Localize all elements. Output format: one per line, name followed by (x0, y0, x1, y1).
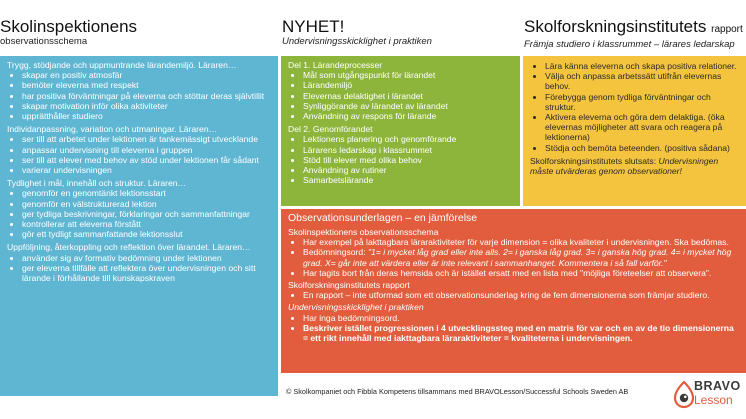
header-title: Skolinspektionens (0, 17, 138, 36)
list-item: • skapar en positiv atmosfär (22, 70, 272, 80)
bullet-list (7, 134, 272, 175)
conclusion-italic: Undervisningen måste utvärderas genom observationer! (530, 155, 719, 177)
bullet-list (7, 70, 272, 121)
list-item: • En rapport – inte utformad som ett observationsunderlag kring de fem dimensionerna som främjar studiero. (303, 290, 740, 300)
box-title: Observationsunderlagen – en jämförelse (288, 212, 478, 224)
header-title-small: rapport (711, 24, 743, 35)
header-subtitle: observationsschema (0, 36, 88, 47)
bullet-list (288, 313, 740, 344)
bullet-list (288, 237, 740, 278)
bullet-list (530, 61, 740, 153)
list-item: • använder sig av formativ bedömning under lektionen (22, 253, 272, 263)
list-item-italic: "1= i mycket låg grad eller inte alls. 2= i ganska låg grad. 3= i ganska hög grad. 4= i mycket hög grad. X= går inte att värdera eller är inte relevant i sammanhanget. Kommentera i så fall varför." (303, 247, 732, 268)
list-item: • Förebygga genom tydliga förväntningar och struktur. (545, 92, 740, 112)
list-item: • genomför en välstrukturerad lektion (22, 199, 272, 209)
list-item: • Mål som utgångspunkt för lärandet (303, 70, 514, 80)
list-item: • Har tagits bort från deras hemsida och är istället ersatt med en lista med "möjliga företeelser att observera". (303, 268, 740, 278)
conclusion (530, 156, 740, 176)
list-item-prefix: Bedömningsord: (303, 247, 368, 258)
conclusion-prefix: Skolforskningsinstitutets slutsats: (530, 155, 659, 166)
bravo-lesson-logo (672, 377, 744, 417)
list-item: • Synliggörande av lärandet av lärandet (303, 101, 514, 111)
list-item: • Elevernas delaktighet i lärandet (303, 91, 514, 101)
list-item: • Har inga bedömningsord. (303, 313, 740, 323)
list-item: • Stödja och bemöta beteenden. (positiva sådana) (545, 143, 740, 153)
list-item: • Har exempel på lakttagbara läraraktiviteter för varje dimension = olika kvaliteter i undervisningen. Ska bedömas. (303, 237, 740, 247)
list-item: • Lärarens ledarskap i klassrummet (303, 145, 514, 155)
bravo-eye-icon (674, 381, 694, 409)
list-item: • kontrollerar att eleverna förstått (22, 219, 272, 229)
copyright-footer: © Skolkompaniet och Fibbla Kompetens tillsammans med BRAVOLesson/Successful Schools Sweden AB (286, 387, 629, 396)
list-item: • skapar motivation inför olika aktiviteter (22, 101, 272, 111)
list-item: • Användning av respons för lärande (303, 111, 514, 121)
list-item: • anpassar undervisning till eleverna i gruppen (22, 145, 272, 155)
list-item: • Stöd till elever med olika behov (303, 155, 514, 165)
skolinspektionen-box (0, 56, 278, 396)
section-heading: Skolinspektionens observationsschema (288, 227, 439, 237)
list-item: • ger tydliga beskrivningar, förklaringar och sammanfattningar (22, 209, 272, 219)
logo-word-bravo: BRAVO (694, 379, 741, 393)
list-item: • Beskriver istället progressionen i 4 utvecklingssteg med en matris för var och en av de tio dimensionerna = ett rikt innehåll med iakttagbara läraraktiviteter = kvaliteterna i undervisningen. (303, 323, 740, 343)
list-item: • ser till att arbetet under lektionen är tankemässigt utvecklande (22, 134, 272, 144)
list-item: • Lärandemiljö (303, 80, 514, 90)
list-item: • genomför en genomtänkt lektionsstart (22, 188, 272, 198)
header-title: NYHET! (282, 17, 345, 36)
list-item: • gör ett tydligt sammanfattande lektionsslut (22, 229, 272, 239)
observation-comparison-box (281, 209, 746, 373)
list-item: • Aktivera eleverna och göra dem delaktiga. (öka elevernas möjligheter att svara och reagera på lektionerna) (545, 112, 740, 143)
nyhet-box (281, 56, 520, 206)
section-heading: Undervisningsskicklighet i praktiken (288, 302, 424, 313)
list-item: • ger eleverna tillfälle att reflektera över undervisningen och sitt lärande i förhållande till kunskapskraven (22, 263, 272, 283)
bullet-list (288, 290, 740, 300)
header-nyhet (282, 17, 521, 48)
header-skolforskning (524, 17, 746, 51)
section-heading: Tydlighet i mål, innehåll och struktur. Läraren… (7, 178, 187, 189)
section-heading: Trygg, stödjande och uppmuntrande lärandemiljö. Läraren… (7, 60, 237, 70)
section-heading: Skolforskningsinstitutets rapport (288, 280, 410, 291)
skolforskning-box (523, 56, 746, 206)
header-title (524, 17, 746, 39)
list-item: • Användning av rutiner (303, 165, 514, 175)
header-title-main: Skolforskningsinstitutets (524, 17, 707, 36)
list-item: • har positiva förväntningar på eleverna och stöttar deras självtillit (22, 91, 272, 101)
list-item: • Lektionens planering och genomförande (303, 134, 514, 144)
bullet-list (7, 188, 272, 239)
header-subtitle: Främja studiero i klassrummet – lärares ledarskap (524, 39, 735, 50)
bullet-list (288, 134, 514, 185)
bullet-list (288, 70, 514, 121)
section-heading: Individanpassning, variation och utmaningar. Läraren… (7, 124, 218, 135)
section-heading: Del 2. Genomförandet (288, 124, 373, 135)
list-item: • Välja och anpassa arbetssätt utifrån elevernas behov. (545, 71, 740, 91)
bullet-list (7, 253, 272, 284)
list-item: • ser till att elever med behov av stöd under lektionen får sådant (22, 155, 272, 165)
header-subtitle: Undervisningsskicklighet i praktiken (282, 36, 432, 47)
list-item: • varierar undervisningen (22, 165, 272, 175)
section-heading: Del 1. Lärandeprocesser (288, 60, 383, 70)
list-item (303, 247, 740, 267)
logo-word-lesson: Lesson (694, 393, 733, 407)
list-item: • Lära känna eleverna och skapa positiva relationer. (545, 61, 740, 71)
header-skolinspektionen (0, 17, 278, 48)
list-item: • bemöter eleverna med respekt (22, 80, 272, 90)
list-item: • upprätthåller studiero (22, 111, 272, 121)
list-item: • Samarbetslärande (303, 175, 514, 185)
section-heading: Uppföljning, återkoppling och reflektion över lärandet. Läraren… (7, 242, 251, 253)
